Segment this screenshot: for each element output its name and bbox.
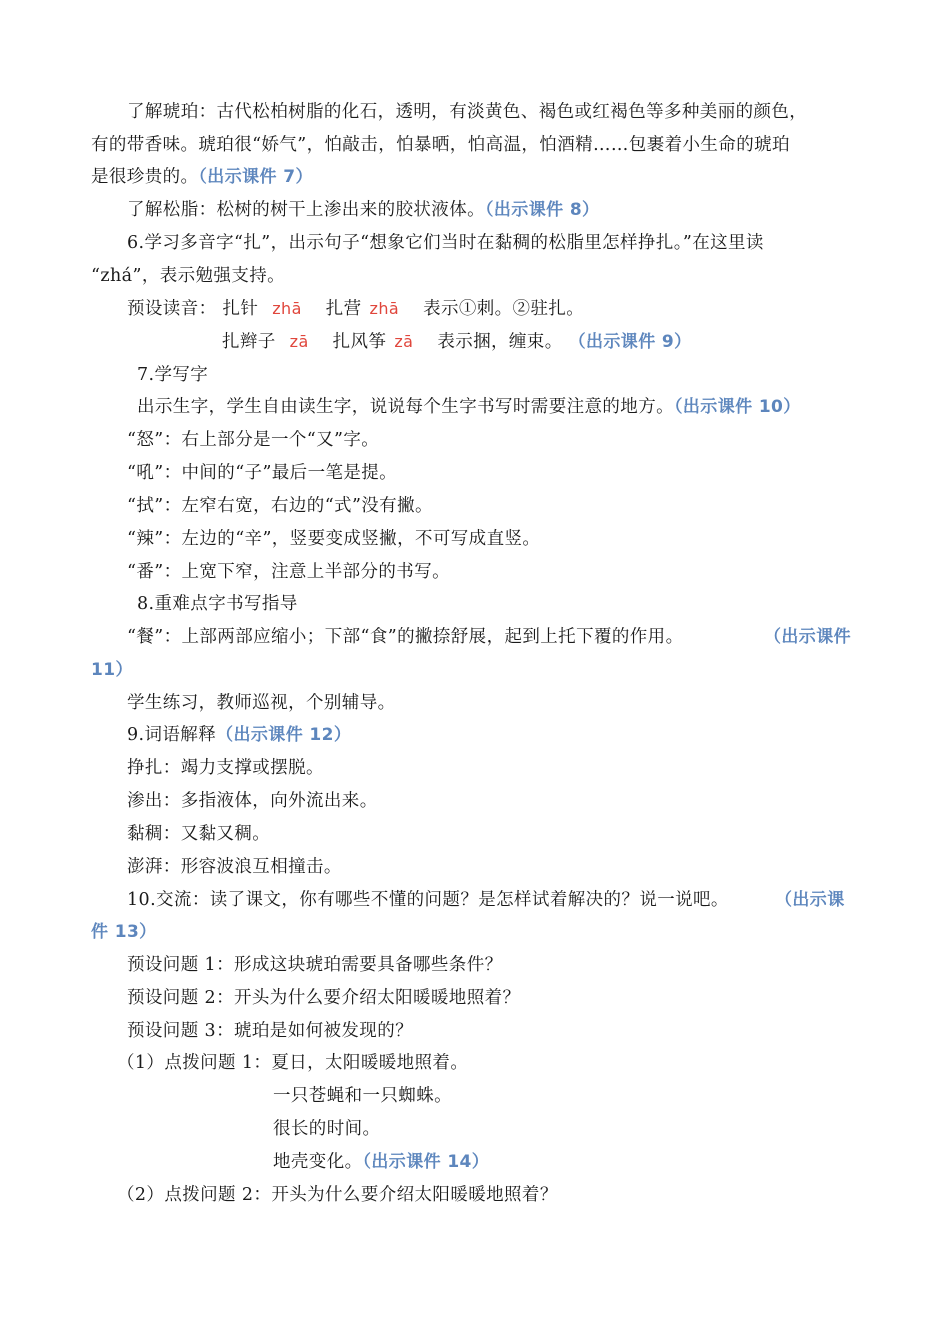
amber-line-3: 是很珍贵的。（出示课件 7） [91,167,313,187]
hint-2: （2）点拨问题 2：开头为什么要介绍太阳暖暖地照着？ [117,1185,558,1205]
pinyin: zhā [272,299,302,318]
word-definition: 挣扎：竭力支撑或摆脱。 [127,758,324,778]
hint-1-line: 很长的时间。 [273,1119,381,1139]
step6-line-1: 6.学习多音字“扎”，出示句子“想象它们当时在黏稠的松脂里怎样挣扎。”在这里读 [127,233,764,253]
courseware-ref: （出示课件 [764,627,851,647]
char-note: “吼”：中间的“子”最后一笔是提。 [127,463,398,483]
step10-text: 10.交流：读了课文，你有哪些不懂的问题？是怎样试着解决的？说一说吧。 （出示课 [127,890,845,910]
resin-line: 了解松脂：松树的树干上渗出来的胶状液体。（出示课件 8） [127,200,600,220]
hint-1-line: 一只苍蝇和一只蜘蛛。 [273,1086,452,1106]
pinyin-row-2: 扎辫子 zā 扎风筝 zā 表示捆，缠束。 （出示课件 9） [222,332,692,352]
word-definition: 黏稠：又黏又稠。 [127,824,271,844]
amber-line-2: 有的带香味。琥珀很“娇气”，怕敲击，怕暴晒，怕高温，怕酒精……包裹着小生命的琥珀 [91,135,790,155]
char-note: “怒”：右上部分是一个“又”字。 [127,430,380,450]
courseware-ref: （出示课件 9） [568,332,692,352]
step10-ref-cont: 件 13） [91,922,157,942]
char-note: “番”：上宽下窄，注意上半部分的书写。 [127,562,450,582]
word-definition: 渗出：多指液体，向外流出来。 [127,791,378,811]
word-definition: 澎湃：形容波浪互相撞击。 [127,857,342,877]
char-note: “拭”：左窄右宽，右边的“式”没有撇。 [127,496,433,516]
courseware-ref: （出示课件 8） [485,200,600,220]
step8-practice: 学生练习，教师巡视，个别辅导。 [127,693,396,713]
courseware-ref: （出示课件 12） [216,725,352,745]
pinyin-row-1: 预设读音： 扎针 zhā 扎营 zhā 表示①刺。②驻扎。 [127,299,585,319]
courseware-ref: （出示课 [775,890,845,910]
hint-1-line: 地壳变化。（出示课件 14） [273,1152,490,1172]
step7-intro: 出示生字，学生自由读生字，说说每个生字书写时需要注意的地方。（出示课件 10） [137,397,801,417]
char-note: “辣”：左边的“辛”，竖要变成竖撇，不可写成直竖。 [127,529,541,549]
amber-line-1: 了解琥珀：古代松柏树脂的化石，透明，有淡黄色、褐色或红褐色等多种美丽的颜色， [127,102,808,122]
pinyin: zhā [369,299,400,318]
courseware-ref: （出示课件 10） [674,397,801,417]
courseware-ref: （出示课件 7） [198,167,313,187]
preset-question: 预设问题 1：形成这块琥珀需要具备哪些条件？ [127,955,503,975]
step6-line-2: “zhá”，表示勉强支持。 [91,266,286,286]
step8-ref-cont: 11） [91,660,133,680]
courseware-ref: （出示课件 14） [362,1152,490,1172]
hint-1: （1）点拨问题 1：夏日，太阳暖暖地照着。 [117,1053,469,1073]
step8-title: 8.重难点字书写指导 [137,594,298,614]
step7-title: 7.学写字 [137,365,209,385]
step8-text: “餐”：上部两部应缩小；下部“食”的撇捺舒展，起到上托下覆的作用。 （出示课件 [127,627,851,647]
step9-title: 9.词语解释（出示课件 12） [127,725,352,745]
preset-question: 预设问题 2：开头为什么要介绍太阳暖暖地照着？ [127,988,521,1008]
pinyin: zā [289,332,309,351]
pinyin: zā [394,332,414,351]
preset-question: 预设问题 3：琥珀是如何被发现的？ [127,1021,413,1041]
